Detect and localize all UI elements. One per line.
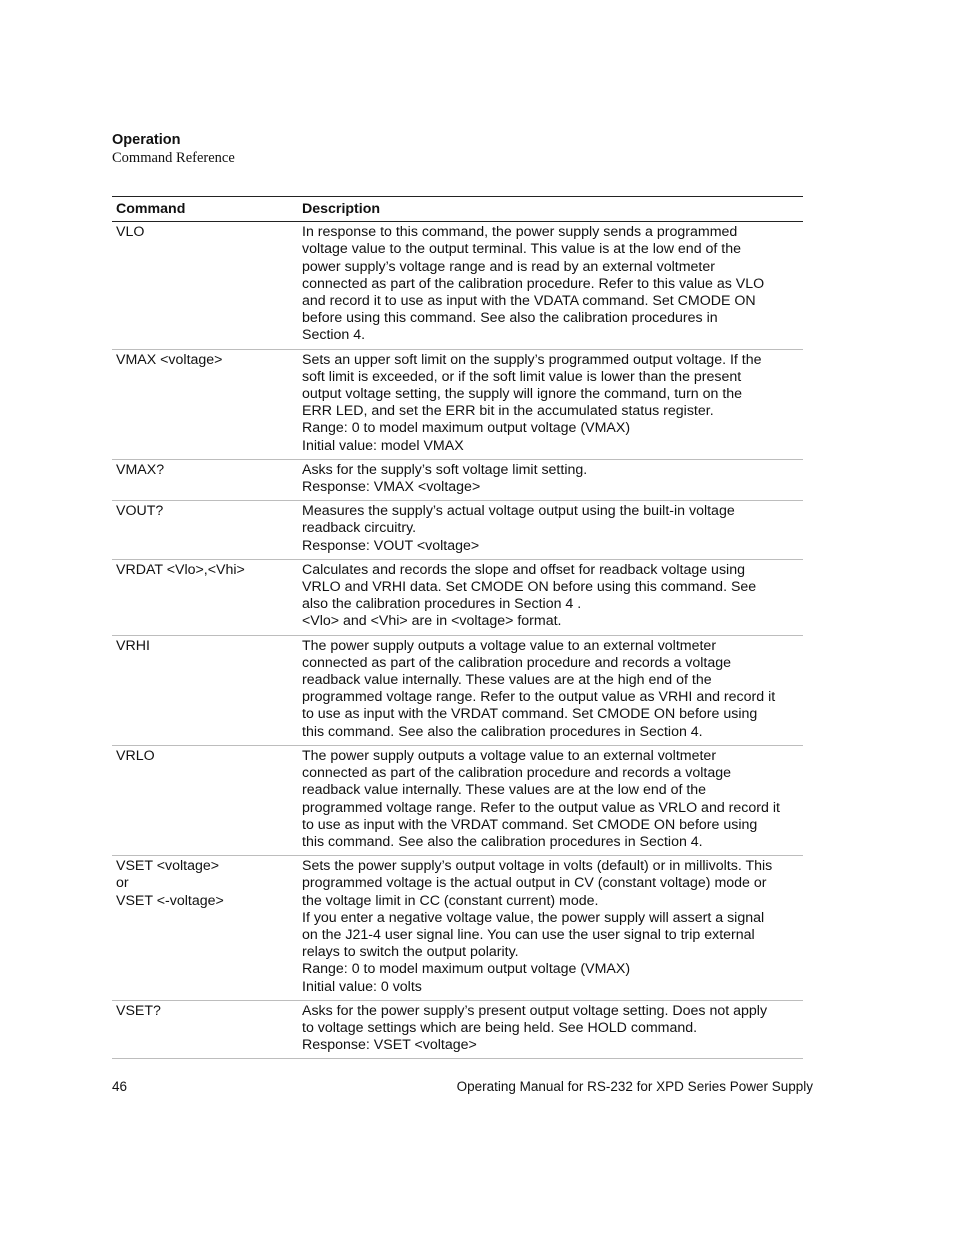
table-row [112,1000,803,1059]
description-line: ERR LED, and set the ERR bit in the accumulated status register. [302,403,714,420]
command-cell [112,856,298,1001]
command-line: VMAX <voltage> [116,351,223,368]
description-line: to use as input with the VRDAT command. Set CMODE ON before using [302,816,758,833]
description-line: Range: 0 to model maximum output voltage (VMAX) [302,961,631,978]
description-line: this command. See also the calibration procedures in Section 4. [302,723,703,740]
description-line: also the calibration procedures in Section 4 . [302,596,582,613]
description-line: relays to switch the output polarity. [302,944,519,961]
description-line: and record it to use as input with the VDATA command. Set CMODE ON [302,293,756,310]
command-line: VOUT? [116,503,164,520]
command-cell [112,501,298,560]
section-subtitle: Command Reference [112,150,235,166]
description-line: Asks for the supply’s soft voltage limit setting. [302,461,588,478]
command-cell [112,1000,298,1059]
description-line: Calculates and records the slope and offset for readback voltage using [302,561,745,578]
command-reference-table [112,196,803,1059]
description-line: Measures the supply’s actual voltage output using the built-in voltage [302,503,735,520]
page-number: 46 [112,1079,128,1094]
description-line: If you enter a negative voltage value, the power supply will assert a signal [302,909,765,926]
description-line: voltage value to the output terminal. This value is at the low end of the [302,241,742,258]
table-row [112,635,803,745]
description-line: Response: VSET <voltage> [302,1037,477,1054]
description-line: readback circuitry. [302,520,417,537]
description-line: to voltage settings which are being held. See HOLD command. [302,1019,698,1036]
description-line: Initial value: 0 volts [302,978,422,995]
description-line: this command. See also the calibration procedures in Section 4. [302,833,703,850]
command-line: VSET <-voltage> [116,892,224,909]
command-cell [112,635,298,745]
description-line: <Vlo> and <Vhi> are in <voltage> format. [302,613,562,630]
table-row [112,459,803,500]
description-cell [298,745,803,855]
command-line: VRLO [116,747,155,764]
section-title: Operation [112,132,181,148]
description-line: the voltage limit in CC (constant current) mode. [302,892,599,909]
description-line: connected as part of the calibration procedure and records a voltage [302,765,732,782]
table-row [112,349,803,459]
command-cell [112,459,298,500]
description-line: power supply’s voltage range and is read by an external voltmeter [302,258,715,275]
description-line: soft limit is exceeded, or if the soft limit value is lower than the present [302,368,742,385]
table-row [112,856,803,1001]
table-row [112,559,803,635]
description-line: Sets an upper soft limit on the supply’s programmed output voltage. If the [302,351,762,368]
column-header-description: Description [298,197,803,222]
table-row [112,745,803,855]
description-line: Sets the power supply’s output voltage in volts (default) or in millivolts. This [302,858,773,875]
command-line: VLO [116,224,145,241]
description-cell [298,635,803,745]
command-line: VRHI [116,637,150,654]
description-line: In response to this command, the power supply sends a programmed [302,224,738,241]
command-line: or [116,875,129,892]
description-cell [298,349,803,459]
table-row [112,501,803,560]
description-cell [298,1000,803,1059]
description-cell [298,501,803,560]
description-line: Initial value: model VMAX [302,437,464,454]
description-line: on the J21-4 user signal line. You can use the user signal to trip external [302,926,755,943]
description-line: Response: VMAX <voltage> [302,479,481,496]
description-line: programmed voltage is the actual output in CV (constant voltage) mode or [302,875,767,892]
description-line: Range: 0 to model maximum output voltage (VMAX) [302,420,631,437]
description-line: Asks for the power supply’s present output voltage setting. Does not apply [302,1002,768,1019]
description-line: output voltage setting, the supply will ignore the command, turn on the [302,386,743,403]
description-line: Section 4. [302,327,366,344]
command-line: VRDAT <Vlo>,<Vhi> [116,561,245,578]
description-cell [298,559,803,635]
description-line: VRLO and VRHI data. Set CMODE ON before using this command. See [302,579,757,596]
command-line: VMAX? [116,461,165,478]
description-line: programmed voltage range. Refer to the output value as VRLO and record it [302,799,780,816]
command-line: VSET <voltage> [116,858,220,875]
command-cell [112,222,298,349]
description-line: to use as input with the VRDAT command. Set CMODE ON before using [302,706,758,723]
command-cell [112,745,298,855]
description-line: readback value internally. These values are at the low end of the [302,782,707,799]
description-line: programmed voltage range. Refer to the output value as VRHI and record it [302,689,776,706]
description-line: Response: VOUT <voltage> [302,537,480,554]
command-cell [112,349,298,459]
command-cell [112,559,298,635]
description-cell [298,856,803,1001]
column-header-command: Command [112,197,298,222]
description-cell [298,222,803,349]
command-line: VSET? [116,1002,161,1019]
description-line: before using this command. See also the calibration procedures in [302,310,718,327]
description-line: connected as part of the calibration procedure. Refer to this value as VLO [302,275,765,292]
description-line: The power supply outputs a voltage value to an external voltmeter [302,747,717,764]
description-line: connected as part of the calibration procedure and records a voltage [302,654,732,671]
manual-title: Operating Manual for RS-232 for XPD Series Power Supply [456,1079,813,1094]
table-header-row [112,197,803,222]
table-row [112,222,803,349]
description-line: The power supply outputs a voltage value to an external voltmeter [302,637,717,654]
description-line: readback value internally. These values are at the high end of the [302,672,712,689]
description-cell [298,459,803,500]
